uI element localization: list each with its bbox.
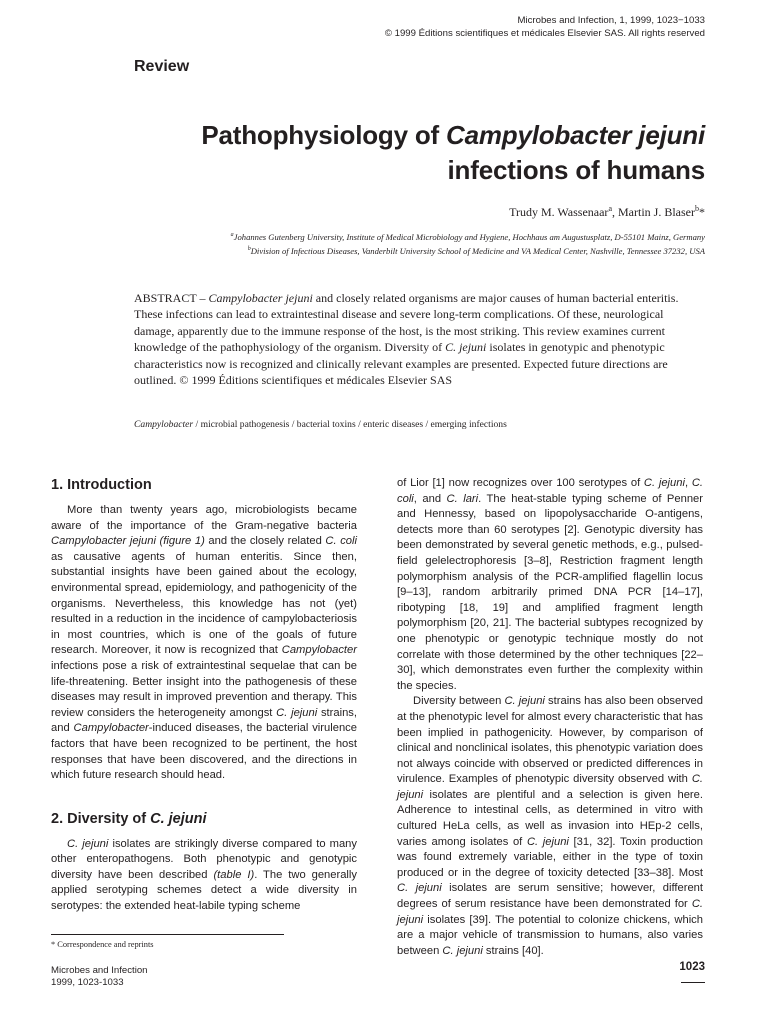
section-heading-diversity: 2. Diversity of C. jejuni — [51, 810, 207, 827]
affiliation-mark: b — [247, 246, 251, 253]
corresponding-author-mark: * — [699, 205, 705, 219]
footnote-divider — [51, 934, 284, 935]
title-organism: Campylobacter jejuni — [446, 120, 705, 150]
page-number: 1023 — [679, 961, 705, 973]
title-line-2: infections of humans — [447, 155, 705, 185]
footer-citation — [51, 965, 148, 989]
diversity-continued-paragraph: of Lior [1] now recognizes over 100 serotypes of C. jejuni, C. coli, and C. lari. The heat-stable typing scheme of Penner and Hennessy, based on lipopolysaccharide O-antigens, detects more than 60 serotypes [2]. Genotypic diversity has been demonstrated by several genetic methods, e.g., pulsed-field gelelectrophoresis [3–8], Restriction fragment length polymorphism analysis of the PCR-amplified flagellin locus [9–13], random arbitrarily primed DNA PCR [14–17], ribotyping [18, 19] and amplified fragment length polymorphism [20, 21]. The bacterial subtypes recognized by one phenotypic or genotypic technique mostly do not correlate with those determined by the other techniques [22–30], which demonstrates even further the complexity within the species. — [397, 477, 703, 692]
article-title — [201, 118, 705, 188]
footer-journal: Microbes and Infection — [51, 965, 148, 976]
intro-paragraph: More than twenty years ago, microbiologists became aware of the importance of the Gram-negative bacteria Campylobacter jejuni (figure 1) and the closely related C. coli as causative agents of human enteritis. Since then, substantial insights have been gained about the ecology, environmental spread, epidemiology, and pathogenicity of the organisms. Nevertheless, this knowledge has not (yet) resulted in a reduction in the incidence of campylobacteriosis in most countries, which is one of the goals of future research. Moreover, it now is recognized that Campylobacter infections pose a risk of extraintestinal sequelae that can be life-threatening. Better insight into the pathogenesis of these diseases may result in improved prevention and therapy. This review considers the heterogeneity amongst C. jejuni strains, and Campylobacter-induced diseases, the bacterial virulence factors that have been recognized to be pertinent, the host responses that have been discovered, and the directions in which future research should head. — [51, 504, 357, 782]
affiliation-text: Division of Infectious Diseases, Vanderbilt University School of Medicine and VA Medical Center, Nashville, Tennessee 37232, USA — [250, 246, 705, 257]
author-separator: , — [612, 205, 618, 219]
section-label: Review — [134, 58, 190, 75]
journal-citation: Microbes and Infection, 1, 1999, 1023−1033 — [517, 15, 705, 26]
abstract-organism: Campylobacter jejuni — [208, 291, 313, 305]
keyword-first: Campylobacter — [134, 419, 194, 430]
section-heading-introduction: 1. Introduction — [51, 477, 152, 493]
affiliation-b — [231, 243, 705, 257]
page-number-rule — [681, 982, 705, 983]
author-name: Martin J. Blaser — [618, 205, 695, 219]
title-prefix: Pathophysiology of — [201, 120, 447, 150]
abstract-text: isolates in genotypic and phenotypic characteristics now is recognized and clinically relevant examples are presented. Expected future directions are outlined. © 1999 Éditions scientifiques et médicales Elsevier SAS — [134, 340, 668, 388]
abstract-organism: C. jejuni — [445, 340, 487, 355]
footnote: * Correspondence and reprints — [51, 940, 154, 949]
affiliation-text: Johannes Gutenberg University, Institute of Medical Microbiology and Hygiene, Hochhaus am Augustusplatz, D-55101 Mainz, Germany — [233, 231, 705, 242]
abstract — [134, 290, 706, 388]
affiliation-a — [231, 229, 705, 243]
abstract-label: ABSTRACT – — [134, 291, 209, 305]
affiliations — [231, 229, 705, 258]
author-affiliation-mark: b — [695, 204, 699, 213]
affiliation-mark: a — [230, 232, 234, 238]
footer-pages: 1999, 1023-1033 — [51, 977, 124, 988]
author-list — [509, 204, 705, 220]
phenotypic-diversity-paragraph: Diversity between C. jejuni strains has also been observed at the phenotypic level for almost every characteristic that has been implied in pathogenicity. However, by comparison of clinical and nonclinical isolates, this phenotypic variation does not always coincide with observed or predicted differences in virulence. Examples of phenotypic diversity observed with C. jejuni isolates are plentiful and a selection is given here. Adherence to intestinal cells, as determined in vitro with cultured HeLa cells, as well as invasion into HEp-2 cells, varies among isolates of C. jejuni [31, 32]. Toxin production was found extremely variable, either in the type of toxin produced or in the degree of toxicity detected [33–38]. Most C. jejuni isolates are serum sensitive; however, different degrees of serum resistance have been demonstrated for C. jejuni isolates [39]. The potential to colonize chickens, which are a major vehicle of transmission to humans, also varies between C. jejuni strains [40]. — [397, 695, 704, 957]
title-line-1 — [201, 118, 705, 153]
author-affiliation-mark: a — [608, 204, 612, 213]
copyright-notice: © 1999 Éditions scientifiques et médicales Elsevier SAS. All rights reserved — [384, 28, 705, 39]
right-column — [397, 476, 703, 959]
keywords — [134, 419, 507, 430]
diversity-paragraph: C. jejuni isolates are strikingly diverse compared to many other enteropathogens. Both phenotypic and genotypic diversity have been described (table I). The two generally applied serotyping schemes detect a wide diversity in serotypes: the extended heat-labile typing scheme — [51, 837, 357, 913]
left-column — [51, 476, 357, 915]
journal-header — [385, 14, 705, 40]
keyword-list: / microbial pathogenesis / bacterial toxins / enteric diseases / emerging infections — [193, 419, 507, 430]
author-name: Trudy M. Wassenaar — [509, 205, 609, 219]
abstract-text: and closely related organisms are major causes of human bacterial enteritis. These infections can lead to extraintestinal disease and severe long-term complications. Of these, neurological damage, apparently due to the immune response of the host, is the most striking. This review examines current knowledge of the pathophysiology of the organism. Diversity of — [134, 291, 679, 355]
